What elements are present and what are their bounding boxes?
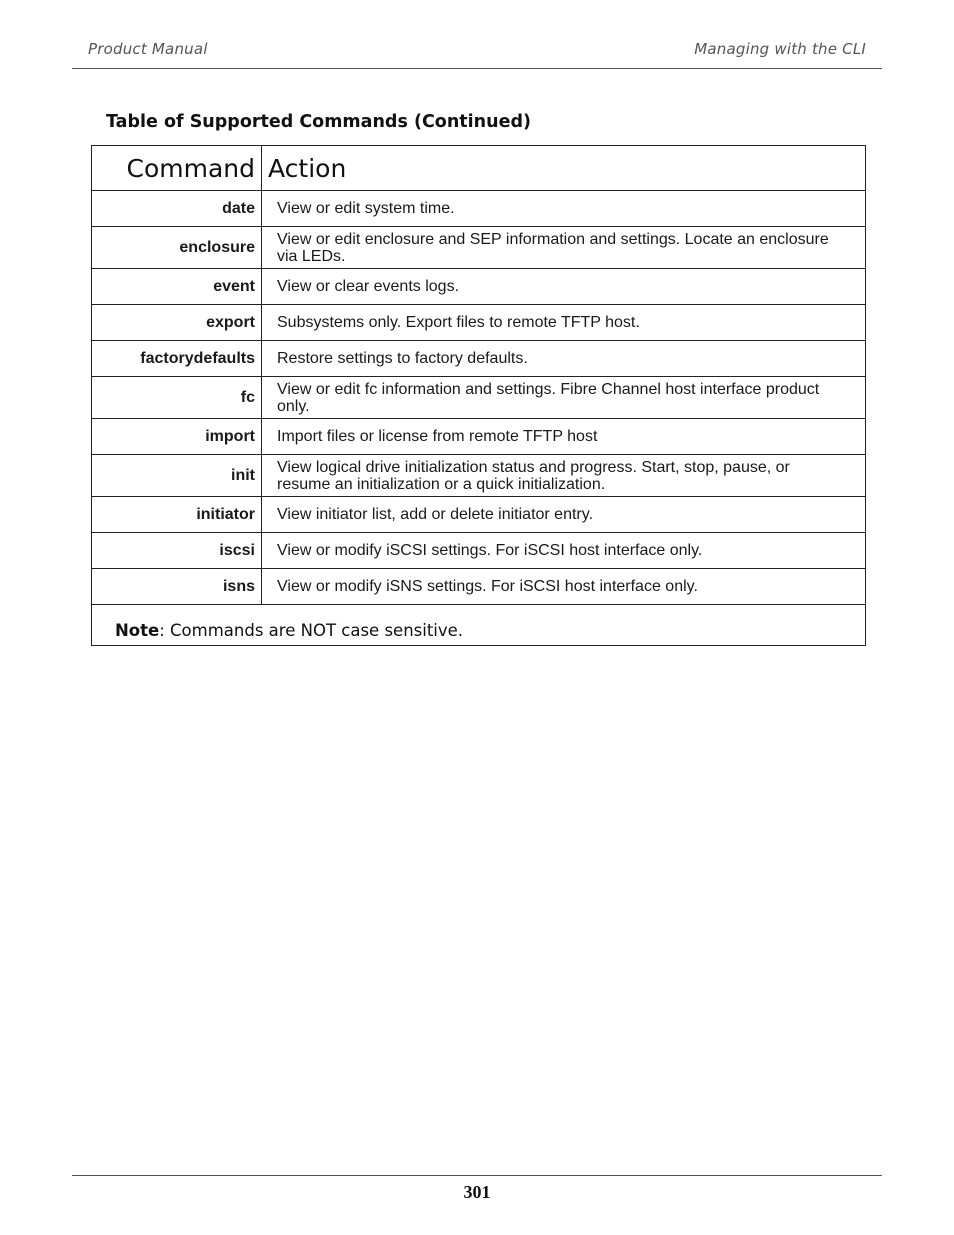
table-row — [92, 569, 865, 605]
command-cell: init — [92, 455, 262, 496]
command-cell: event — [92, 269, 262, 304]
table-row — [92, 497, 865, 533]
page-number: 301 — [463, 1182, 491, 1202]
action-cell: View logical drive initialization status and progress. Start, stop, pause, or resume an initialization or a quick initialization. — [277, 458, 790, 493]
action-cell: View or modify iSCSI settings. For iSCSI host interface only. — [277, 542, 703, 559]
action-cell: View or edit enclosure and SEP information and settings. Locate an enclosure via LEDs. — [277, 230, 829, 265]
table-header-row — [92, 146, 865, 191]
action-cell: Restore settings to factory defaults. — [277, 350, 528, 367]
table-caption: Table of Supported Commands (Continued) — [106, 112, 531, 132]
command-cell: date — [92, 191, 262, 226]
table-row — [92, 227, 865, 269]
command-cell: factorydefaults — [92, 341, 262, 376]
command-cell: isns — [92, 569, 262, 604]
header-section-title: Managing with the CLI — [694, 40, 866, 58]
table-row — [92, 455, 865, 497]
command-cell: initiator — [92, 497, 262, 532]
page-footer — [72, 1175, 882, 1202]
table-row — [92, 419, 865, 455]
table-row — [92, 377, 865, 419]
table-row — [92, 341, 865, 377]
command-cell: enclosure — [92, 227, 262, 268]
action-cell: View or edit fc information and settings. Fibre Channel host interface product only. — [277, 380, 820, 415]
page-header — [72, 38, 882, 69]
command-cell: iscsi — [92, 533, 262, 568]
command-cell: fc — [92, 377, 262, 418]
action-cell: View or clear events logs. — [277, 278, 460, 295]
action-cell: View or modify iSNS settings. For iSCSI host interface only. — [277, 578, 698, 595]
commands-table — [91, 145, 866, 646]
header-manual-title: Product Manual — [88, 40, 208, 58]
table-row — [92, 305, 865, 341]
action-cell: Import files or license from remote TFTP host — [277, 428, 598, 445]
command-cell: export — [92, 305, 262, 340]
command-cell: import — [92, 419, 262, 454]
table-row — [92, 191, 865, 227]
action-cell: Subsystems only. Export files to remote TFTP host. — [277, 314, 640, 331]
column-header-command: Command — [92, 146, 262, 190]
action-cell: View or edit system time. — [277, 200, 455, 217]
table-row — [92, 533, 865, 569]
table-row — [92, 269, 865, 305]
note-text: : Commands are NOT case sensitive. — [159, 621, 464, 640]
column-header-action: Action — [268, 153, 347, 183]
table-note-row — [92, 605, 865, 645]
action-cell: View initiator list, add or delete initiator entry. — [277, 506, 594, 523]
note-label: Note — [115, 621, 160, 640]
table-note — [115, 621, 463, 640]
